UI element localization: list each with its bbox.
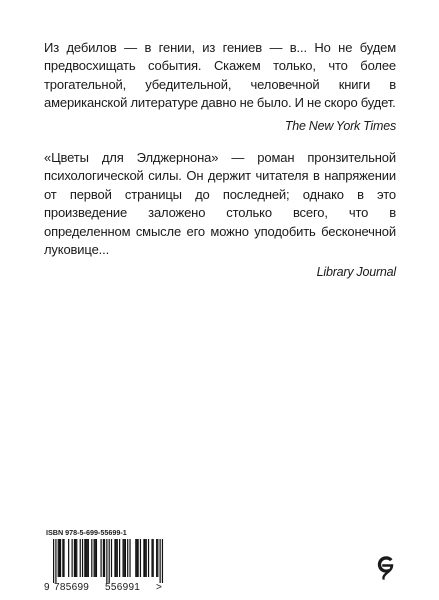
barcode-bar — [91, 539, 92, 577]
barcode-bar — [96, 539, 97, 577]
barcode-bar — [59, 539, 60, 577]
isbn-label: ISBN 978-5-699-55699-1 — [46, 528, 127, 537]
barcode-icon — [44, 539, 166, 583]
barcode-bar — [75, 539, 76, 577]
barcode-bar — [138, 539, 139, 577]
barcode-bar — [114, 539, 115, 577]
barcode-bar — [151, 539, 152, 577]
barcode-bar — [117, 539, 118, 577]
barcode-bar — [129, 539, 130, 577]
review-text: Из дебилов — в гении, из гениев — в... Но не будем предвосхищать события. Скажем только, что более трогательной, убедительной, человечной книги в американской литературе давно не было. И не скоро будет. — [44, 40, 396, 111]
barcode-bar — [88, 539, 89, 577]
barcode-bar — [84, 539, 85, 577]
barcode-bar — [157, 539, 158, 577]
barcode-bar — [76, 539, 77, 577]
barcode-bar — [94, 539, 95, 577]
barcode-lead-digit: 9 — [44, 582, 50, 593]
barcode-bar — [122, 539, 123, 577]
barcode-bar — [162, 539, 163, 583]
barcode-arrow: > — [156, 582, 163, 593]
barcode-bar — [140, 539, 141, 577]
barcode-bar — [153, 539, 154, 577]
barcode-bar — [95, 539, 96, 577]
barcode-bar — [144, 539, 145, 577]
barcode-bar — [72, 539, 73, 577]
eksmo-logo-icon — [376, 554, 396, 580]
barcode-group-2: 556991 — [105, 582, 141, 593]
barcode-bar — [62, 539, 63, 577]
barcode-bar — [63, 539, 64, 577]
review-quote-nyt — [44, 39, 396, 135]
review-source: Library Journal — [316, 265, 396, 280]
barcode-bar — [104, 539, 105, 577]
barcode-bar — [109, 539, 110, 583]
barcode-digits — [44, 582, 166, 593]
review-source: The New York Times — [284, 118, 396, 133]
barcode-bar — [116, 539, 117, 577]
barcode-bar — [136, 539, 137, 577]
barcode-bar — [68, 539, 69, 577]
barcode-bar — [58, 539, 59, 577]
barcode-group-1: 785699 — [54, 582, 90, 593]
barcode-bar — [53, 539, 54, 583]
barcode-bar — [135, 539, 136, 577]
barcode-bar — [87, 539, 88, 577]
barcode-bar — [124, 539, 125, 577]
barcode-bar — [143, 539, 144, 577]
barcode-bar — [106, 539, 107, 583]
barcode-bar — [100, 539, 101, 577]
review-text: «Цветы для Элджернона» — роман пронзительной психологической силы. Он держит читателя в напряжении от первой страницы до последней; однако в это произведение заложено столько всего, что в определенном смысле его можно уподобить бесконечной луковице... — [44, 150, 396, 258]
barcode-bar — [160, 539, 161, 583]
review-quote-library-journal — [44, 149, 396, 282]
barcode-bar — [103, 539, 104, 577]
barcode-bar — [80, 539, 81, 577]
barcode-bar — [146, 539, 147, 577]
barcode-bar — [111, 539, 112, 577]
barcode-bar — [127, 539, 128, 577]
barcode-bar — [125, 539, 126, 577]
barcode-bar — [60, 539, 61, 577]
barcode-bar — [55, 539, 56, 583]
barcode-bar — [82, 539, 83, 577]
barcode-bar — [85, 539, 86, 577]
barcode-bar — [156, 539, 157, 577]
barcode-bar — [119, 539, 120, 577]
isbn-barcode-block — [44, 528, 166, 593]
barcode-bar — [148, 539, 149, 577]
barcode-bar — [74, 539, 75, 577]
